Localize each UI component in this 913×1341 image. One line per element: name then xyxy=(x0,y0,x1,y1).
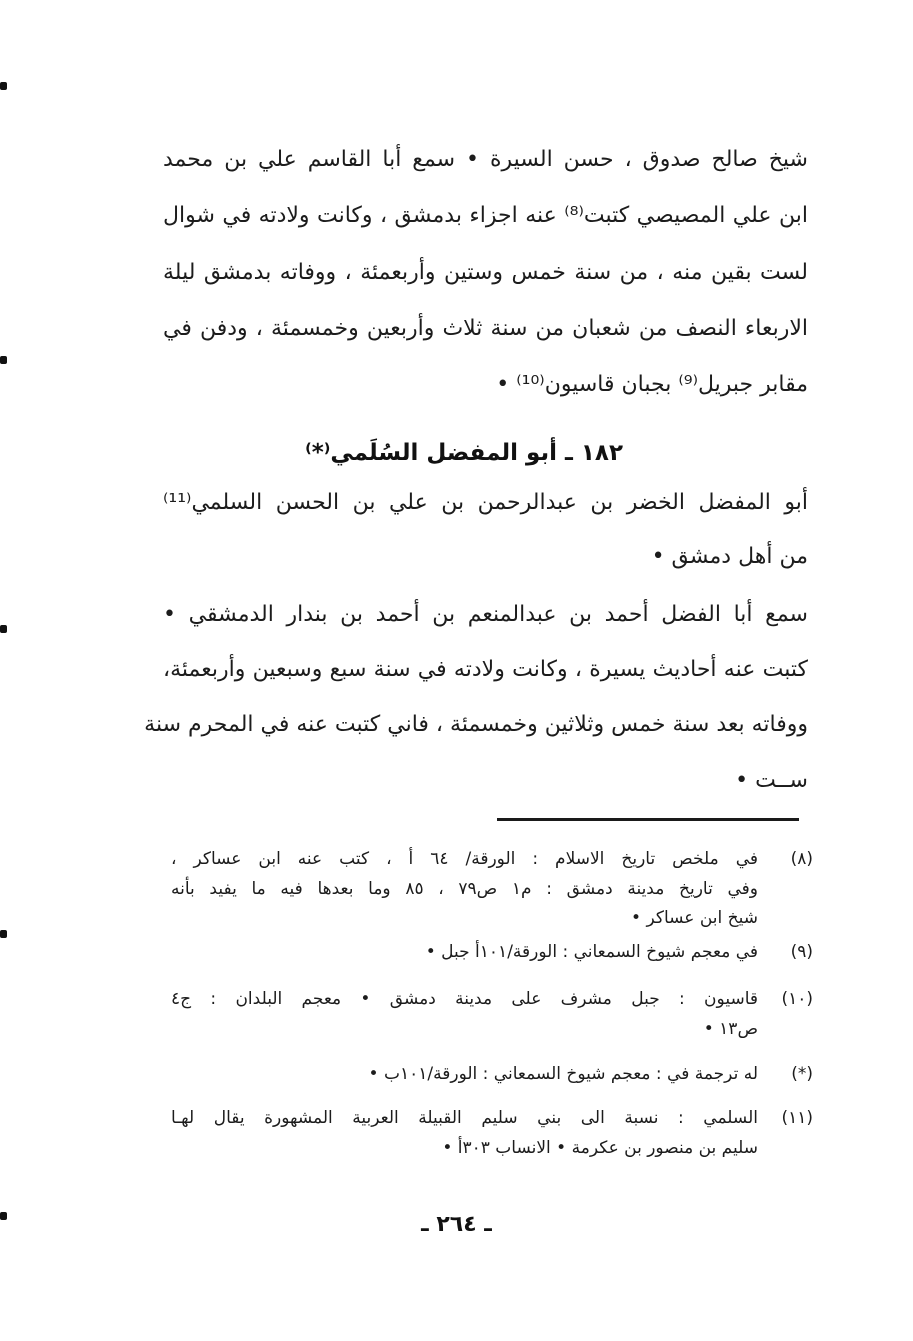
margin-mark xyxy=(0,82,7,90)
body-text-line: كتبت عنه أحاديث يسيرة ، وكانت ولادته في سنة سبع وسبعين وأربعمئة، xyxy=(163,657,808,682)
body-text-line: شيخ صالح صدوق ، حسن السيرة • سمع أبا القاسم علي بن محمد xyxy=(163,147,808,172)
body-text-line: مقابر جبريل⁽⁹⁾ بجبان قاسيون⁽¹⁰⁾ • xyxy=(496,372,808,397)
footnote-marker: (١١) xyxy=(781,1108,813,1128)
margin-mark xyxy=(0,930,7,938)
entry-title: ١٨٢ ـ أبو المفضل السُلَمي⁽*⁾ xyxy=(305,440,623,466)
body-text-line: ابن علي المصيصي كتبت⁽⁸⁾ عنه اجزاء بدمشق ، وكانت ولادته في شوال xyxy=(163,203,808,228)
page-number: ـ ٢٦٤ ـ xyxy=(421,1212,492,1237)
footnote-separator xyxy=(497,818,799,821)
footnote-marker: (*) xyxy=(791,1064,813,1084)
footnote-line: له ترجمة في : معجم شيوخ السمعاني : الورقة/١٠١ب • xyxy=(368,1064,758,1084)
body-text-line: سمع أبا الفضل أحمد بن عبدالمنعم بن أحمد بن بندار الدمشقي • xyxy=(163,602,808,627)
footnote-marker: (١٠) xyxy=(781,989,813,1009)
footnote-line: في معجم شيوخ السمعاني : الورقة/١٠١أ جبل • xyxy=(425,942,758,962)
footnote-line: قاسيون : جبل مشرف على مدينة دمشق • معجم البلدان : ج٤ xyxy=(171,989,758,1009)
footnote-line: شيخ ابن عساكر • xyxy=(631,908,758,928)
body-text-line: لست بقين منه ، من سنة خمس وستين وأربعمئة ، ووفاته بدمشق ليلة xyxy=(163,260,808,285)
body-text-line: ووفاته بعد سنة خمس وثلاثين وخمسمئة ، فاني كتبت عنه في المحرم سنة xyxy=(144,712,808,737)
footnote-line: سليم بن منصور بن عكرمة • الانساب ٣٠٣أ • xyxy=(442,1138,758,1158)
footnote-line: وفي تاريخ مدينة دمشق : م١ ص٧٩ ، ٨٥ وما بعدها فيه ما يفيد بأنه xyxy=(171,879,758,899)
margin-mark xyxy=(0,625,7,633)
body-text-line: ســت • xyxy=(735,768,808,793)
body-text-line: أبو المفضل الخضر بن عبدالرحمن بن علي بن الحسن السلمي⁽¹¹⁾ xyxy=(163,490,808,515)
body-text-line: من أهل دمشق • xyxy=(651,544,808,569)
footnote-line: في ملخص تاريخ الاسلام : الورقة/ ٦٤ أ ، كتب عنه ابن عساكر ، xyxy=(171,849,758,869)
footnote-marker: (٨) xyxy=(790,849,813,869)
footnote-line: ص١٣ • xyxy=(703,1019,758,1039)
footnote-line: السلمي : نسبة الى بني سليم القبيلة العربية المشهورة يقال لهـا xyxy=(171,1108,758,1128)
footnote-marker: (٩) xyxy=(790,942,813,962)
margin-mark xyxy=(0,356,7,364)
body-text-line: الاربعاء النصف من شعبان من سنة ثلاث وأربعين وخمسمئة ، ودفن في xyxy=(163,316,808,341)
